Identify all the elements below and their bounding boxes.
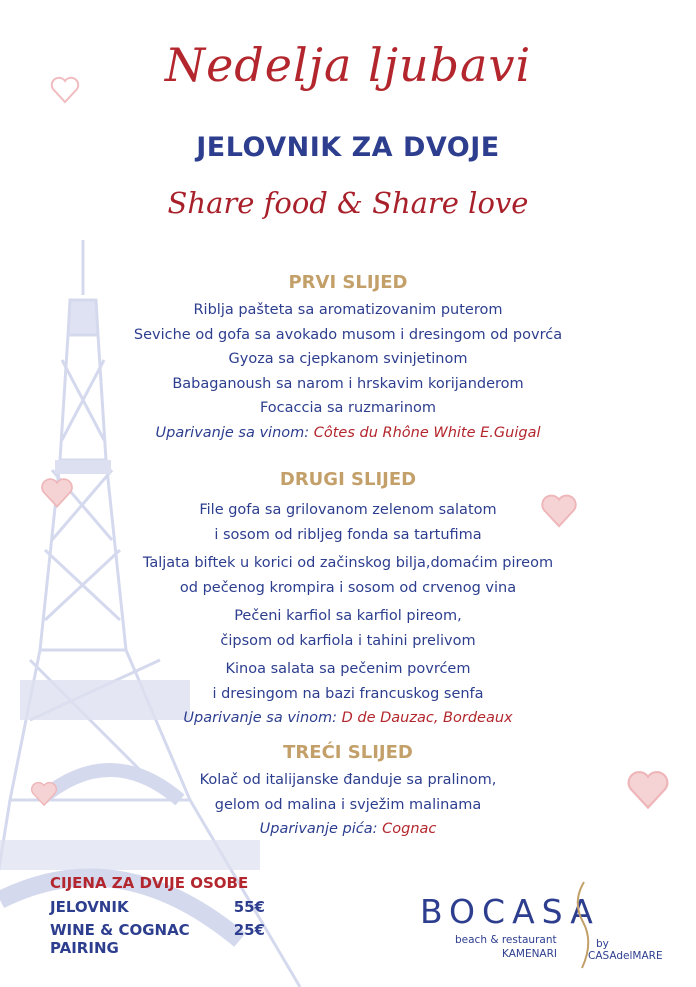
course-third	[0, 740, 696, 841]
menu-item: od pečenog krompira i sosom od crvenog vina	[179, 579, 517, 596]
course-heading: DRUGI SLIJED	[279, 469, 417, 490]
price-block	[50, 872, 280, 957]
price-label: WINE & COGNAC	[50, 921, 190, 939]
pairing-value: Cognac	[382, 821, 437, 837]
pairing-label: Uparivanje pića:	[259, 821, 378, 837]
price-row	[50, 921, 280, 957]
menu-item: Seviche od gofa sa avokado musom i dresingom od povrća	[133, 326, 563, 343]
pairing-label: Uparivanje sa vinom:	[155, 424, 310, 441]
price-row	[50, 898, 280, 916]
menu-item: Pečeni karfiol sa karfiol pireom,	[234, 608, 462, 624]
menu-item: Kinoa salata sa pečenim povrćem	[225, 661, 471, 677]
menu-item: gelom od malina i svježim malinama	[214, 796, 482, 813]
menu-item: Kolač od italijanske đanduje sa pralinom,	[199, 772, 497, 788]
menu-item: čipsom od karfiola i tahini prelivom	[220, 632, 476, 649]
course-heading: TREĆI SLIJED	[283, 742, 413, 763]
wine-pairing	[0, 706, 696, 730]
restaurant-logo	[420, 890, 680, 970]
logo-by: by	[596, 938, 609, 950]
pairing-value: D de Dauzac, Bordeaux	[341, 710, 513, 726]
price-heading: CIJENA ZA DVIJE OSOBE	[50, 874, 249, 892]
pairing-label: Uparivanje sa vinom:	[183, 710, 338, 726]
menu-item: Focaccia sa ruzmarinom	[259, 400, 437, 416]
course-second	[0, 467, 696, 730]
script-subtitle: Share food & Share love	[167, 186, 529, 220]
drink-pairing	[0, 817, 696, 841]
pairing-value: Côtes du Rhône White E.Guigal	[313, 424, 541, 441]
course-first	[0, 270, 696, 445]
price-value: 55€	[233, 898, 265, 916]
logo-location: KAMENARI	[502, 948, 558, 960]
course-heading: PRVI SLIJED	[288, 272, 408, 293]
price-value: 25€	[233, 921, 265, 939]
menu-item: File gofa sa grilovanom zelenom salatom	[199, 502, 497, 518]
page-title: JELOVNIK ZA DVOJE	[196, 132, 500, 163]
logo-partner: CASAdelMARE	[588, 950, 663, 962]
menu-item: Gyoza sa cjepkanom svinjetinom	[228, 351, 468, 367]
script-title: Nedelja ljubavi	[164, 38, 532, 92]
menu-item: Riblja pašteta sa aromatizovanim puterom	[193, 302, 503, 318]
menu-item: Taljata biftek u korici od začinskog bilja,domaćim pireom	[142, 555, 554, 571]
menu-item: Babaganoush sa narom i hrskavim korijanderom	[172, 375, 524, 392]
wine-pairing	[0, 421, 696, 445]
price-label: JELOVNIK	[50, 898, 129, 916]
menu-item: i dresingom na bazi francuskog senfa	[212, 685, 484, 702]
logo-tagline: beach & restaurant	[455, 934, 557, 946]
price-label-line2: PAIRING	[50, 939, 119, 957]
logo-wordmark: BOCASA	[420, 892, 600, 931]
menu-item: i sosom od ribljeg fonda sa tartufima	[214, 526, 482, 543]
